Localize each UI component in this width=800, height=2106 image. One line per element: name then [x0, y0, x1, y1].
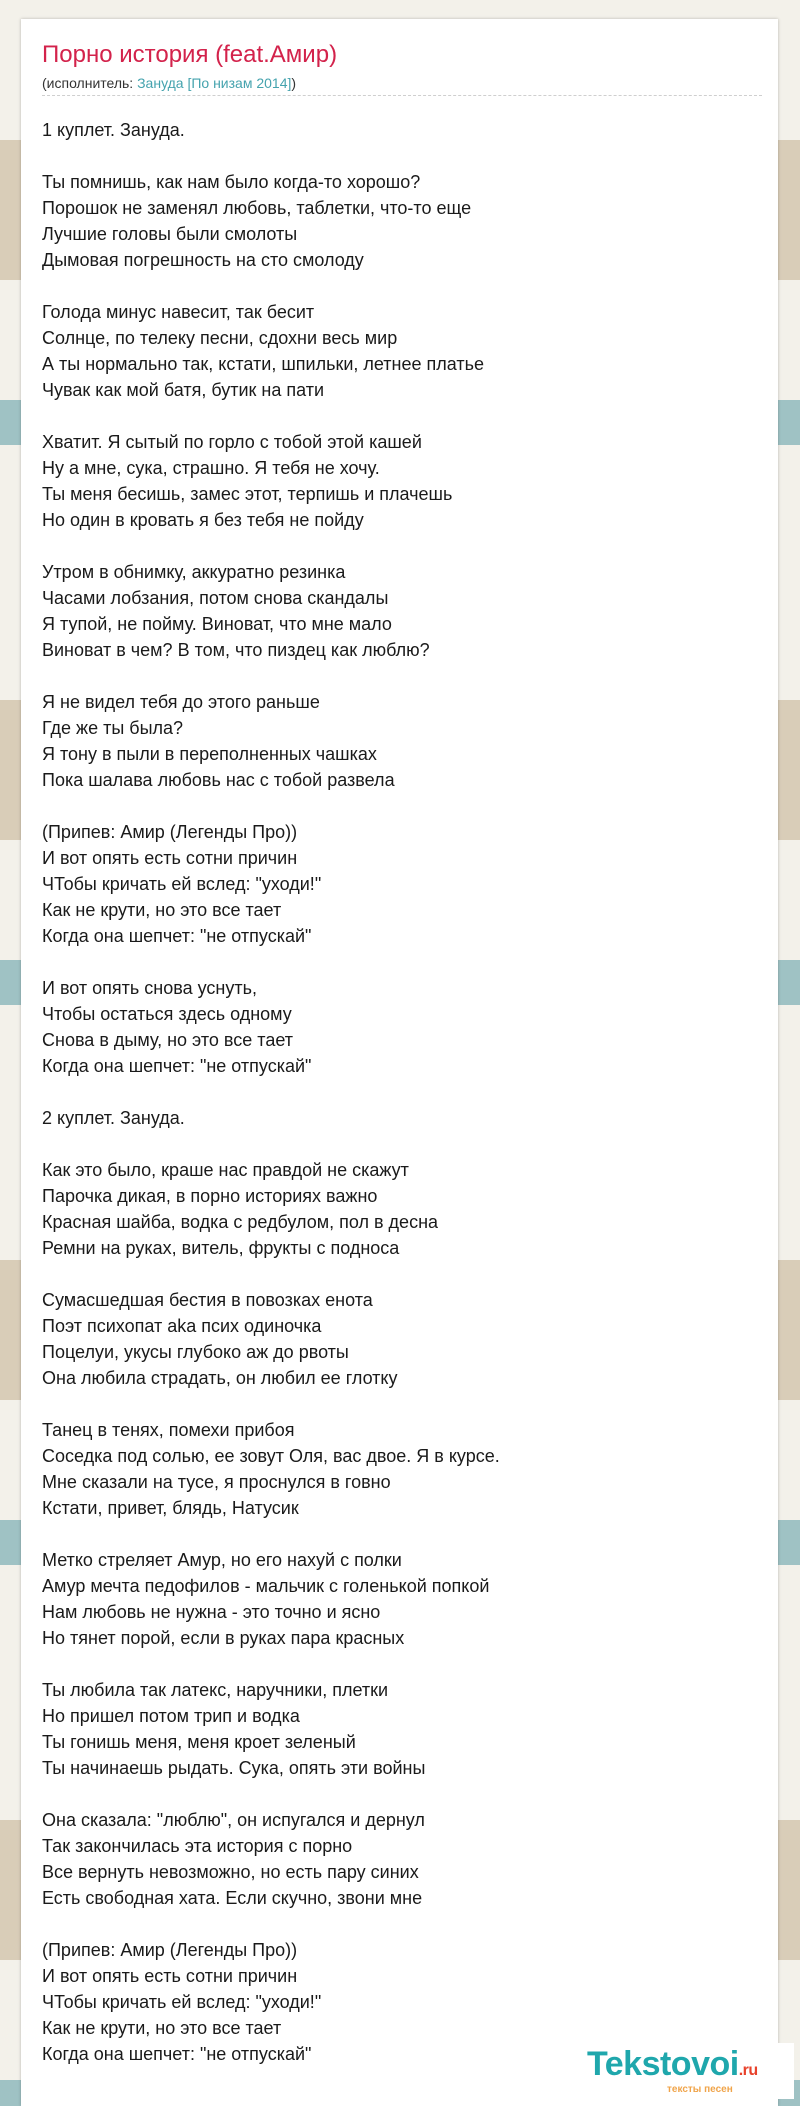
lyric-line: Где же ты была?	[42, 718, 184, 738]
artist-link[interactable]: Зануда [По низам 2014]	[137, 75, 292, 91]
lyrics-stanza	[42, 1157, 757, 1261]
lyrics-body	[42, 117, 757, 2093]
lyric-line: Мне сказали на тусе, я проснулся в говно	[42, 1472, 391, 1492]
lyric-line: (Припев: Амир (Легенды Про))	[42, 1940, 298, 1960]
lyrics-stanza	[42, 169, 757, 273]
lyric-line: Она любила страдать, он любил ее глотку	[42, 1368, 398, 1388]
lyric-line: Снова в дыму, но это все тает	[42, 1030, 293, 1050]
lyric-line: Соседка под солью, ее зовут Оля, вас двое. Я в курсе.	[42, 1446, 500, 1466]
lyric-line: И вот опять есть сотни причин	[42, 1966, 298, 1986]
lyrics-stanza	[42, 819, 757, 949]
lyrics-stanza	[42, 559, 757, 663]
lyric-line: Пока шалава любовь нас с тобой развела	[42, 770, 395, 790]
lyric-line: Парочка дикая, в порно историях важно	[42, 1186, 378, 1206]
lyric-line: И вот опять снова уснуть,	[42, 978, 257, 998]
lyrics-stanza	[42, 1287, 757, 1391]
title-divider	[42, 95, 762, 96]
lyric-line: А ты нормально так, кстати, шпильки, летнее платье	[42, 354, 485, 374]
lyrics-stanza	[42, 1677, 757, 1781]
lyrics-stanza	[42, 975, 757, 1079]
lyrics-stanza	[42, 117, 757, 143]
lyrics-stanza	[42, 1547, 757, 1651]
lyric-line: Метко стреляет Амур, но его нахуй с полки	[42, 1550, 402, 1570]
lyric-line: Но тянет порой, если в руках пара красных	[42, 1628, 405, 1648]
lyric-line: ЧТобы кричать ей вслед: "уходи!"	[42, 874, 322, 894]
lyric-line: Как не крути, но это все тает	[42, 900, 282, 920]
lyric-line: 1 куплет. Зануда.	[42, 120, 185, 140]
lyric-line: Красная шайба, водка с редбулом, пол в десна	[42, 1212, 439, 1232]
lyric-line: Амур мечта педофилов - мальчик с голенькой попкой	[42, 1576, 490, 1596]
lyric-line: Чтобы остаться здесь одному	[42, 1004, 292, 1024]
lyric-line: Нам любовь не нужна - это точно и ясно	[42, 1602, 381, 1622]
lyric-line: Я тупой, не пойму. Виноват, что мне мало	[42, 614, 392, 634]
lyric-line: 2 куплет. Зануда.	[42, 1108, 185, 1128]
lyric-line: Так закончилась эта история с порно	[42, 1836, 353, 1856]
lyrics-stanza	[42, 429, 757, 533]
lyrics-page	[21, 19, 778, 2106]
lyric-line: Виноват в чем? В том, что пиздец как люблю?	[42, 640, 430, 660]
lyric-line: Я не видел тебя до этого раньше	[42, 692, 320, 712]
lyric-line: Я тону в пыли в переполненных чашках	[42, 744, 377, 764]
logo-wordmark	[587, 2045, 758, 2084]
lyric-line: Ты гонишь меня, меня кроет зеленый	[42, 1732, 356, 1752]
performer-prefix: (исполнитель:	[42, 75, 138, 91]
lyric-line: Часами лобзания, потом снова скандалы	[42, 588, 389, 608]
lyric-line: Кстати, привет, блядь, Натусик	[42, 1498, 299, 1518]
lyric-line: Ты меня бесишь, замес этот, терпишь и плачешь	[42, 484, 453, 504]
lyric-line: Но один в кровать я без тебя не пойду	[42, 510, 364, 530]
lyric-line: Танец в тенях, помехи прибоя	[42, 1420, 295, 1440]
lyric-line: Поцелуи, укусы глубоко аж до рвоты	[42, 1342, 349, 1362]
lyric-line: Поэт психопат aka псих одиночка	[42, 1316, 322, 1336]
lyric-line: Но пришел потом трип и водка	[42, 1706, 300, 1726]
lyric-line: (Припев: Амир (Легенды Про))	[42, 822, 298, 842]
lyric-line: Когда она шепчет: "не отпускай"	[42, 2044, 312, 2064]
lyric-line: Как не крути, но это все тает	[42, 2018, 282, 2038]
logo-tagline: тексты песен	[667, 2084, 733, 2095]
performer-suffix: )	[291, 75, 297, 91]
lyric-line: Ты начинаешь рыдать. Сука, опять эти войны	[42, 1758, 426, 1778]
site-logo[interactable]	[569, 2043, 794, 2099]
lyric-line: Голода минус навесит, так бесит	[42, 302, 315, 322]
lyric-line: Ты помнишь, как нам было когда-то хорошо?	[42, 172, 421, 192]
lyric-line: Сумасшедшая бестия в повозках енота	[42, 1290, 373, 1310]
lyric-line: Все вернуть невозможно, но есть пару синих	[42, 1862, 419, 1882]
performer-line	[42, 75, 296, 91]
lyric-line: Ну а мне, сука, страшно. Я тебя не хочу.	[42, 458, 380, 478]
lyric-line: Когда она шепчет: "не отпускай"	[42, 1056, 312, 1076]
logo-name: Tekstovoi	[587, 2045, 739, 2083]
lyric-line: И вот опять есть сотни причин	[42, 848, 298, 868]
lyric-line: Ты любила так латекс, наручники, плетки	[42, 1680, 389, 1700]
lyrics-stanza	[42, 299, 757, 403]
lyrics-stanza	[42, 1417, 757, 1521]
lyric-line: Есть свободная хата. Если скучно, звони мне	[42, 1888, 423, 1908]
lyric-line: ЧТобы кричать ей вслед: "уходи!"	[42, 1992, 322, 2012]
lyric-line: Порошок не заменял любовь, таблетки, что-то еще	[42, 198, 472, 218]
lyrics-stanza	[42, 1105, 757, 1131]
lyric-line: Лучшие головы были смолоты	[42, 224, 298, 244]
logo-tld: .ru	[738, 2062, 758, 2079]
lyric-line: Она сказала: "люблю", он испугался и дернул	[42, 1810, 425, 1830]
lyric-line: Дымовая погрешность на сто смолоду	[42, 250, 364, 270]
lyrics-stanza	[42, 689, 757, 793]
lyric-line: Как это было, краше нас правдой не скажут	[42, 1160, 409, 1180]
song-title: Порно история (feat.Амир)	[42, 41, 338, 68]
lyric-line: Солнце, по телеку песни, сдохни весь мир	[42, 328, 398, 348]
lyric-line: Хватит. Я сытый по горло с тобой этой кашей	[42, 432, 422, 452]
lyric-line: Чувак как мой батя, бутик на пати	[42, 380, 325, 400]
lyric-line: Когда она шепчет: "не отпускай"	[42, 926, 312, 946]
lyric-line: Ремни на руках, витель, фрукты с подноса	[42, 1238, 400, 1258]
lyrics-stanza	[42, 1807, 757, 1911]
lyric-line: Утром в обнимку, аккуратно резинка	[42, 562, 346, 582]
